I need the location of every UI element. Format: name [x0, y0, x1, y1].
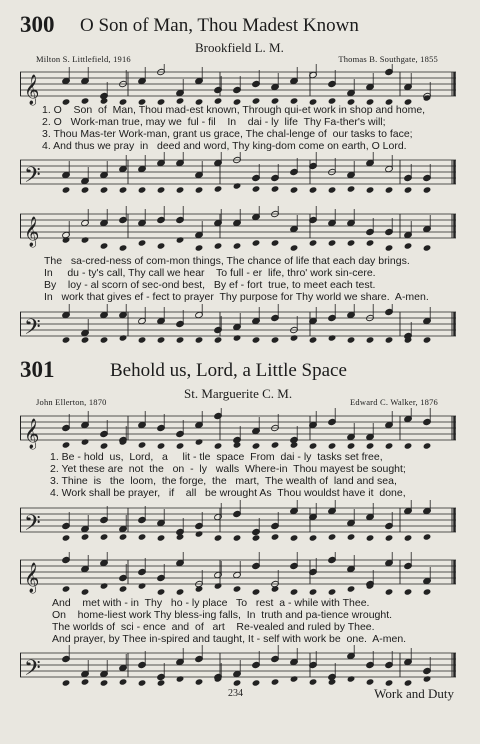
- hymn-title: Behold us, Lord, a Little Space: [110, 360, 347, 381]
- verse-line: 1. Be - hold us, Lord, a lit - tle space From dai - ly tasks set free,: [50, 451, 383, 463]
- hymn-title: O Son of Man, Thou Madest Known: [80, 15, 359, 36]
- music-staff-bass: [20, 500, 456, 542]
- author-credit: Milton S. Littlefield, 1916: [36, 54, 131, 64]
- svg-text:𝄞: 𝄞: [24, 563, 40, 593]
- verse-line: 3. Thou Mas-ter Work-man, grant us grace, The chal-lenge of our tasks to face;: [42, 128, 413, 140]
- music-staff-treble: [20, 64, 456, 106]
- svg-text:𝄢: 𝄢: [24, 656, 41, 686]
- svg-text:𝄞: 𝄞: [24, 75, 40, 105]
- verse-line: 4. And thus we pray in deed and word, Thy king-dom come on earth, O Lord.: [42, 140, 407, 152]
- verse-line: In work that gives ef - fect to prayer Thy purpose for Thy world we share. A-men.: [44, 291, 429, 303]
- verse-line: On home-liest work Thy bless-ing falls, In truth and pa-tience wrought.: [52, 609, 393, 621]
- hymn-number: 301: [20, 357, 55, 382]
- hymn-number: 300: [20, 12, 55, 37]
- tune-name: Brookfield L. M.: [195, 40, 284, 55]
- page-number: 234: [228, 688, 243, 699]
- author-credit: John Ellerton, 1870: [36, 397, 107, 407]
- music-staff-treble: [20, 408, 456, 450]
- verse-line: The worlds of sci - ence and of art Re-vealed and ruled by Thee.: [52, 621, 375, 633]
- verse-line: The sa-cred-ness of com-mon things, The chance of life that each day brings.: [44, 255, 410, 267]
- verse-line: 3. Thine is the loom, the forge, the mart, The wealth of land and sea,: [50, 475, 397, 487]
- verse-line: By loy - al scorn of sec-ond best, By ef - fort true, to meet each test.: [44, 279, 376, 291]
- composer-credit: Thomas B. Southgate, 1855: [338, 54, 438, 64]
- svg-text:𝄞: 𝄞: [24, 419, 40, 449]
- svg-text:𝄢: 𝄢: [24, 511, 41, 541]
- verse-line: In du - ty's call, Thy call we hear To full - er life, thro' work sin-cere.: [44, 267, 376, 279]
- verse-line: 4. Work shall be prayer, if all be wrought As Thou wouldst have it done,: [50, 487, 406, 499]
- verse-line: And prayer, by Thee in-spired and taught, It - self with work be one. A-men.: [52, 633, 407, 645]
- verse-line: And met with - in Thy ho - ly place To rest a - while with Thee.: [52, 597, 370, 609]
- svg-text:𝄢: 𝄢: [24, 163, 41, 193]
- svg-text:𝄢: 𝄢: [24, 315, 41, 344]
- svg-text:𝄞: 𝄞: [24, 217, 40, 247]
- verse-line: 2. O Work-man true, may we ful - fil In dai - ly life Thy Fa-ther's will;: [42, 116, 386, 128]
- composer-credit: Edward C. Walker, 1876: [350, 397, 438, 407]
- music-staff-bass: [20, 645, 456, 687]
- verse-line: 1. O Son of Man, Thou mad-est known, Through qui-et work in shop and home,: [42, 104, 426, 116]
- section-category: Work and Duty: [374, 686, 454, 701]
- music-staff-treble: [20, 206, 456, 252]
- music-staff-bass: [20, 304, 456, 344]
- tune-name: St. Marguerite C. M.: [184, 386, 293, 401]
- verse-line: 2. Yet these are not the on - ly walls Where-in Thou mayest be sought;: [50, 463, 406, 475]
- music-staff-bass: [20, 152, 456, 194]
- music-staff-treble: [20, 552, 456, 596]
